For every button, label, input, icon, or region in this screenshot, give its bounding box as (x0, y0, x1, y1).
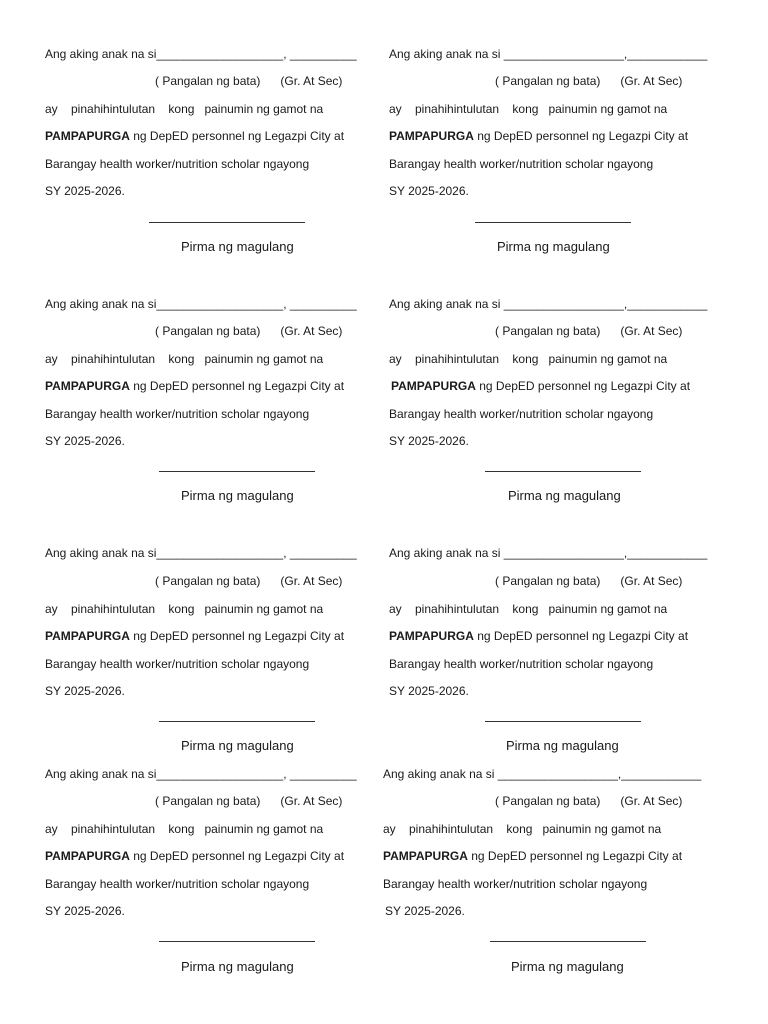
pampapurga-label: PAMPAPURGA (383, 849, 468, 863)
signature-line (485, 471, 641, 472)
pampapurga-label: PAMPAPURGA (389, 129, 474, 143)
deworming-text-rest: ng DepED personnel ng Legazpi City at (129, 849, 345, 863)
signature-line (485, 721, 641, 722)
permission-text: ay pinahihintulutan kong painumin ng gamot na (389, 602, 668, 616)
deworming-text-rest: ng DepED personnel ng Legazpi City at (467, 849, 683, 863)
signature-label: Pirma ng magulang (506, 738, 619, 753)
name-grade-caption: ( Pangalan ng bata) (Gr. At Sec) (155, 794, 343, 808)
signature-label: Pirma ng magulang (511, 959, 624, 974)
child-name-line: Ang aking anak na si___________________, __________ (45, 546, 357, 560)
consent-slip (45, 546, 375, 766)
school-year-text: SY 2025-2026. (45, 434, 125, 448)
name-grade-caption: ( Pangalan ng bata) (Gr. At Sec) (155, 74, 343, 88)
consent-slip (45, 47, 375, 267)
child-name-line: Ang aking anak na si___________________, __________ (45, 47, 357, 61)
school-year-text: SY 2025-2026. (389, 434, 469, 448)
name-grade-caption: ( Pangalan ng bata) (Gr. At Sec) (495, 574, 683, 588)
deworming-text (45, 629, 344, 643)
deworming-text-rest: ng DepED personnel ng Legazpi City at (129, 129, 345, 143)
health-worker-text: Barangay health worker/nutrition scholar ngayong (45, 657, 310, 671)
health-worker-text: Barangay health worker/nutrition scholar ngayong (45, 407, 310, 421)
name-grade-caption: ( Pangalan ng bata) (Gr. At Sec) (155, 574, 343, 588)
health-worker-text: Barangay health worker/nutrition scholar ngayong (45, 877, 310, 891)
permission-text: ay pinahihintulutan kong painumin ng gamot na (389, 102, 668, 116)
signature-label: Pirma ng magulang (181, 738, 294, 753)
pampapurga-label: PAMPAPURGA (391, 379, 476, 393)
child-name-line: Ang aking anak na si __________________,____________ (389, 47, 708, 61)
health-worker-text: Barangay health worker/nutrition scholar ngayong (389, 407, 654, 421)
consent-slip (389, 297, 719, 517)
signature-line (149, 222, 305, 223)
deworming-text (389, 629, 688, 643)
child-name-line: Ang aking anak na si __________________,____________ (383, 767, 702, 781)
child-name-line: Ang aking anak na si___________________, __________ (45, 767, 357, 781)
child-name-line: Ang aking anak na si___________________, __________ (45, 297, 357, 311)
school-year-text: SY 2025-2026. (45, 904, 125, 918)
deworming-text-rest: ng DepED personnel ng Legazpi City at (129, 379, 345, 393)
deworming-text-rest: ng DepED personnel ng Legazpi City at (473, 129, 689, 143)
consent-slip (389, 47, 719, 267)
deworming-text (391, 379, 690, 393)
signature-line (159, 471, 315, 472)
health-worker-text: Barangay health worker/nutrition scholar ngayong (389, 157, 654, 171)
name-grade-caption: ( Pangalan ng bata) (Gr. At Sec) (495, 794, 683, 808)
school-year-text: SY 2025-2026. (385, 904, 465, 918)
signature-label: Pirma ng magulang (508, 488, 621, 503)
school-year-text: SY 2025-2026. (389, 184, 469, 198)
pampapurga-label: PAMPAPURGA (45, 849, 130, 863)
pampapurga-label: PAMPAPURGA (45, 379, 130, 393)
pampapurga-label: PAMPAPURGA (45, 629, 130, 643)
health-worker-text: Barangay health worker/nutrition scholar ngayong (45, 157, 310, 171)
consent-slip (45, 767, 375, 987)
signature-line (159, 941, 315, 942)
permission-text: ay pinahihintulutan kong painumin ng gamot na (389, 352, 668, 366)
school-year-text: SY 2025-2026. (389, 684, 469, 698)
deworming-text (389, 129, 688, 143)
deworming-text-rest: ng DepED personnel ng Legazpi City at (475, 379, 691, 393)
consent-slip (45, 297, 375, 517)
pampapurga-label: PAMPAPURGA (45, 129, 130, 143)
school-year-text: SY 2025-2026. (45, 184, 125, 198)
deworming-text (383, 849, 682, 863)
signature-label: Pirma ng magulang (497, 239, 610, 254)
health-worker-text: Barangay health worker/nutrition scholar ngayong (383, 877, 648, 891)
school-year-text: SY 2025-2026. (45, 684, 125, 698)
permission-text: ay pinahihintulutan kong painumin ng gamot na (45, 352, 324, 366)
consent-slip (389, 546, 719, 766)
consent-slip (383, 767, 713, 987)
child-name-line: Ang aking anak na si __________________,____________ (389, 297, 708, 311)
child-name-line: Ang aking anak na si __________________,____________ (389, 546, 708, 560)
permission-text: ay pinahihintulutan kong painumin ng gamot na (45, 602, 324, 616)
deworming-text (45, 379, 344, 393)
permission-text: ay pinahihintulutan kong painumin ng gamot na (45, 822, 324, 836)
deworming-text-rest: ng DepED personnel ng Legazpi City at (473, 629, 689, 643)
name-grade-caption: ( Pangalan ng bata) (Gr. At Sec) (495, 74, 683, 88)
signature-line (490, 941, 646, 942)
signature-label: Pirma ng magulang (181, 959, 294, 974)
signature-line (475, 222, 631, 223)
deworming-text-rest: ng DepED personnel ng Legazpi City at (129, 629, 345, 643)
name-grade-caption: ( Pangalan ng bata) (Gr. At Sec) (155, 324, 343, 338)
health-worker-text: Barangay health worker/nutrition scholar ngayong (389, 657, 654, 671)
signature-label: Pirma ng magulang (181, 488, 294, 503)
signature-label: Pirma ng magulang (181, 239, 294, 254)
permission-text: ay pinahihintulutan kong painumin ng gamot na (45, 102, 324, 116)
signature-line (159, 721, 315, 722)
name-grade-caption: ( Pangalan ng bata) (Gr. At Sec) (495, 324, 683, 338)
permission-text: ay pinahihintulutan kong painumin ng gamot na (383, 822, 662, 836)
deworming-text (45, 849, 344, 863)
pampapurga-label: PAMPAPURGA (389, 629, 474, 643)
deworming-text (45, 129, 344, 143)
